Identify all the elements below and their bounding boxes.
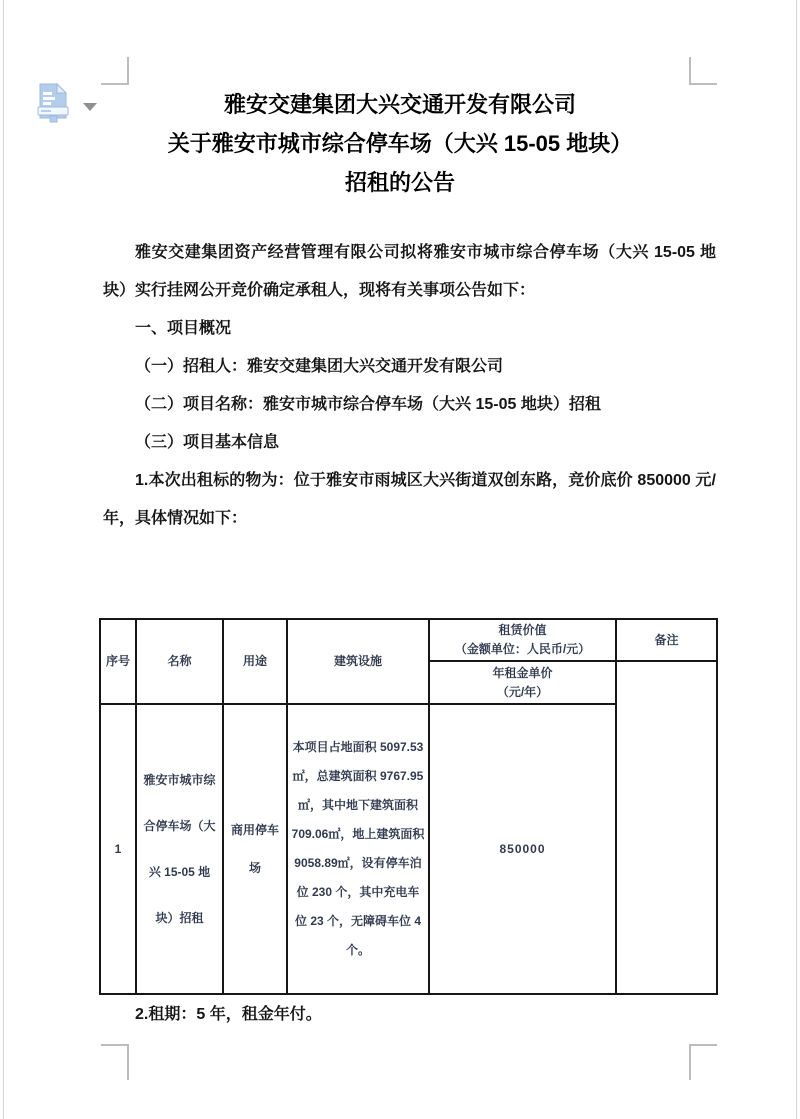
cell-annual-rent: 850000 [429, 704, 616, 994]
paragraph-lessor: （一）招租人：雅安交建集团大兴交通开发有限公司 [135, 358, 504, 375]
title-line-3: 招租的公告 [344, 170, 455, 195]
paragraph-section-1: 一、项目概况 [135, 320, 232, 337]
annual-rent-line-1: 年租金单价 [492, 665, 553, 680]
paragraph-subject-details: 1.本次出租标的物为：位于雅安市雨城区大兴街道双创东路，竞价底价 850000 元/年，具体情况如下： [103, 472, 716, 527]
rental-value-title: 租赁价值 [498, 623, 547, 637]
document-title [94, 85, 706, 202]
header-facilities: 建筑设施 [287, 619, 429, 704]
cell-remark [616, 661, 717, 994]
cell-use: 商用停车场 [223, 704, 287, 994]
margin-mark-top-left [101, 57, 129, 85]
cell-index: 1 [100, 704, 136, 994]
paragraph-basic-info: （三）项目基本信息 [135, 434, 280, 451]
paragraph-intro: 雅安交建集团资产经营管理有限公司拟将雅安市城市综合停车场（大兴 15-05 地块）实行挂网公开竞价确定承租人，现将有关事项公告如下： [103, 244, 716, 299]
title-line-2: 关于雅安市城市综合停车场（大兴 15-05 地块） [167, 131, 633, 156]
cell-name: 雅安市城市综合停车场（大兴 15-05 地块）招租 [136, 704, 223, 994]
rental-value-unit: （金额单位：人民币/元） [454, 642, 591, 656]
margin-mark-bottom-right [689, 1044, 717, 1080]
closing-section [103, 996, 716, 1034]
header-remark: 备注 [616, 619, 717, 661]
title-line-1: 雅安交建集团大兴交通开发有限公司 [223, 92, 576, 117]
header-use: 用途 [223, 619, 287, 704]
margin-mark-top-right [689, 57, 717, 85]
body-text [103, 234, 716, 538]
paste-options-document-icon[interactable] [37, 83, 70, 127]
paragraph-project-name: （二）项目名称：雅安市城市综合停车场（大兴 15-05 地块）招租 [135, 396, 601, 413]
paragraph-lease-term: 2.租期：5 年，租金年付。 [135, 1006, 322, 1023]
header-rental-value [429, 619, 616, 661]
margin-mark-bottom-left [101, 1044, 129, 1080]
annual-rent-line-2: （元/年） [496, 684, 549, 699]
cell-facilities: 本项目占地面积 5097.53㎡，总建筑面积 9767.95㎡，其中地下建筑面积 709.06㎡，地上建筑面积 9058.89㎡，设有停车泊位 230 个，其中充电车位 23 个，无障碍车位 4 个。 [287, 704, 429, 994]
header-name: 名称 [136, 619, 223, 704]
header-index: 序号 [100, 619, 136, 704]
header-annual-rent-unit [429, 661, 616, 704]
project-table [99, 618, 718, 995]
